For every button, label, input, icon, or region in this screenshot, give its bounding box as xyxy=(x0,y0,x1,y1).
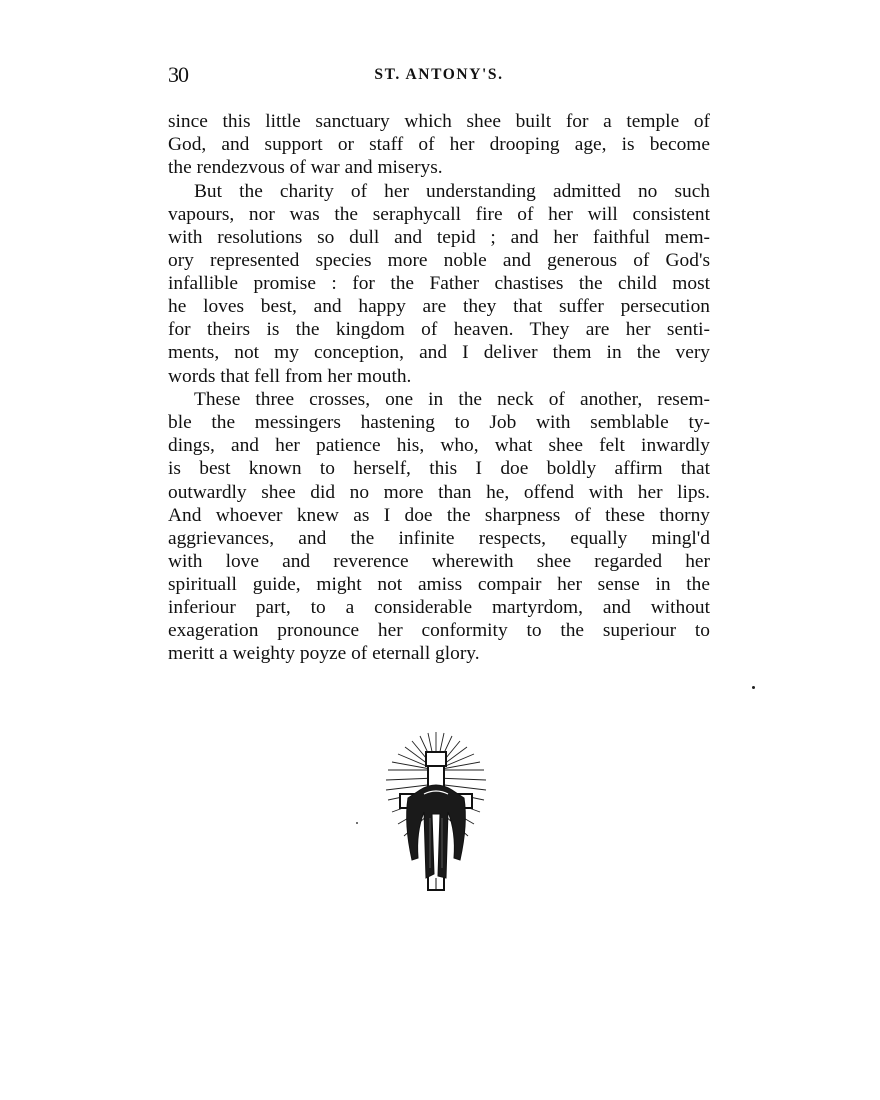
text-line: inferiour part, to a considerable martyrdom, and without xyxy=(168,596,710,618)
text-line: for theirs is the kingdom of heaven. They are her senti- xyxy=(168,319,710,341)
text-line: spirituall guide, might not amiss compair her sense in the xyxy=(168,573,710,595)
text-line: meritt a weighty poyze of eternall glory. xyxy=(168,643,480,665)
running-head xyxy=(168,62,710,88)
text-line: But the charity of her understanding admitted no such xyxy=(194,180,710,202)
text-line: dings, and her patience his, who, what shee felt inwardly xyxy=(168,435,710,457)
text-line: ble the messingers hastening to Job with semblable ty- xyxy=(168,412,710,434)
paragraph-2 xyxy=(168,180,710,388)
text-line: And whoever knew as I doe the sharpness of these thorny xyxy=(168,504,710,526)
text-line: he loves best, and happy are they that suffer persecution xyxy=(168,296,710,318)
running-title: ST. ANTONY'S. xyxy=(374,66,504,83)
text-line: vapours, nor was the seraphycall fire of her will consistent xyxy=(168,203,710,225)
paragraph-3 xyxy=(168,388,710,665)
text-line: infallible promise : for the Father chastises the child most xyxy=(168,273,710,295)
stray-ink-mark xyxy=(356,822,358,824)
page-number: 30 xyxy=(168,62,188,87)
stray-ink-mark xyxy=(752,686,755,689)
text-line: outwardly shee did no more than he, offend with her lips. xyxy=(168,481,710,503)
text-line: These three crosses, one in the neck of another, resem- xyxy=(194,389,710,411)
text-line: God, and support or staff of her drooping age, is become xyxy=(168,134,710,156)
cross-tailpiece-icon xyxy=(376,728,496,893)
text-line: the rendezvous of war and miserys. xyxy=(168,157,443,179)
paragraph-1 xyxy=(168,110,710,179)
text-line: ory represented species more noble and generous of God's xyxy=(168,250,710,272)
text-line: aggrievances, and the infinite respects, equally mingl'd xyxy=(168,527,710,549)
text-line: since this little sanctuary which shee built for a temple of xyxy=(168,111,710,132)
text-line: is best known to herself, this I doe boldly affirm that xyxy=(168,458,710,480)
text-line: with love and reverence wherewith shee regarded her xyxy=(168,550,710,572)
body-text xyxy=(168,110,710,666)
text-line: words that fell from her mouth. xyxy=(168,365,412,387)
text-line: exageration pronounce her conformity to the superiour to xyxy=(168,620,710,642)
text-line: ments, not my conception, and I deliver them in the very xyxy=(168,342,710,364)
title-board xyxy=(426,752,446,766)
text-line: with resolutions so dull and tepid ; and her faithful mem- xyxy=(168,226,710,248)
